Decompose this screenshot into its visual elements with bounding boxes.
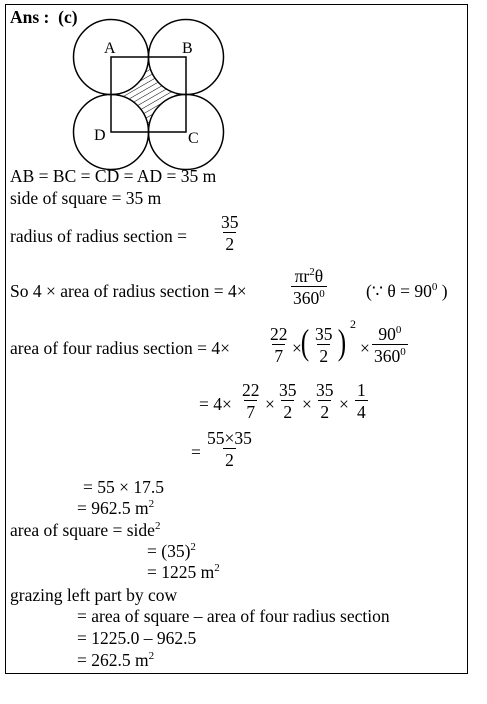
label-a: A (104, 40, 116, 57)
line-area-of-square: area of square = side$^2$ (10, 520, 161, 540)
line-area-difference: = area of square – area of four radius section (77, 606, 390, 626)
square-exponent: 2 (350, 317, 356, 331)
fraction-numerator: $\pi r^2\theta$ (294, 266, 324, 286)
fraction-radius (219, 212, 241, 254)
line-product-prefix: = (191, 442, 201, 462)
fraction-sector-formula (291, 266, 327, 308)
ans-label: Ans : (10, 7, 50, 27)
paren-close: ) (337, 322, 347, 362)
line-subtraction: = 1225.0 – 962.5 (77, 628, 197, 648)
times-sign: × (265, 394, 275, 414)
fraction-35-2: $\frac{35}{2}$ (316, 380, 334, 422)
times-sign: × (302, 394, 312, 414)
fraction-denominator: 2 (225, 234, 235, 254)
fraction-35-2: $\frac{35}{2}$ (315, 324, 333, 366)
times-sign: × (292, 338, 302, 358)
fraction-numerator: 35 (221, 212, 239, 232)
line-simplify-prefix: = 4× (199, 394, 232, 414)
fraction-denominator: $360^0$ (293, 288, 325, 308)
line-final-answer: = 262.5 $m^2$ (77, 650, 155, 670)
line-four-area-substitution: area of four radius section = 4× (10, 338, 230, 358)
fraction-35-2: $\frac{35}{2}$ (279, 380, 297, 422)
line-35-squared: = $(35)^2$ (147, 541, 196, 561)
fraction-22-7: $\frac{22}{7}$ (242, 380, 260, 422)
line-equal-sides: AB = BC = CD = AD = 35 m (10, 166, 217, 186)
label-b: B (182, 40, 193, 57)
line-962: = 962.5 $m^2$ (77, 498, 155, 518)
times-sign: × (339, 394, 349, 414)
label-d: D (94, 127, 106, 144)
line-1225: = 1225 $m^2$ (147, 562, 220, 582)
line-55x17: = 55 × 17.5 (83, 477, 164, 497)
fraction-55x35-2: $\frac{55\times 35}{2}$ (207, 428, 252, 470)
answer-option: (c) (58, 7, 78, 27)
theta-note: (∵ $\theta = 90^0$ ) (366, 281, 448, 301)
paren-open: ( (300, 322, 310, 362)
line-side-of-square: side of square = 35 m (10, 188, 162, 208)
fraction-90-360: $\frac{90^0}{360^0}$ (374, 324, 406, 366)
label-c: C (188, 130, 199, 147)
times-sign: × (360, 338, 370, 358)
fraction-22-7: $\frac{22}{7}$ (270, 324, 288, 366)
line-four-area-formula: So 4 × area of radius section = 4× (10, 281, 247, 301)
line-grazing-left: grazing left part by cow (10, 585, 178, 605)
line-radius-label: radius of radius section = (10, 226, 188, 246)
fraction-1-4: $\frac{1}{4}$ (357, 380, 366, 422)
